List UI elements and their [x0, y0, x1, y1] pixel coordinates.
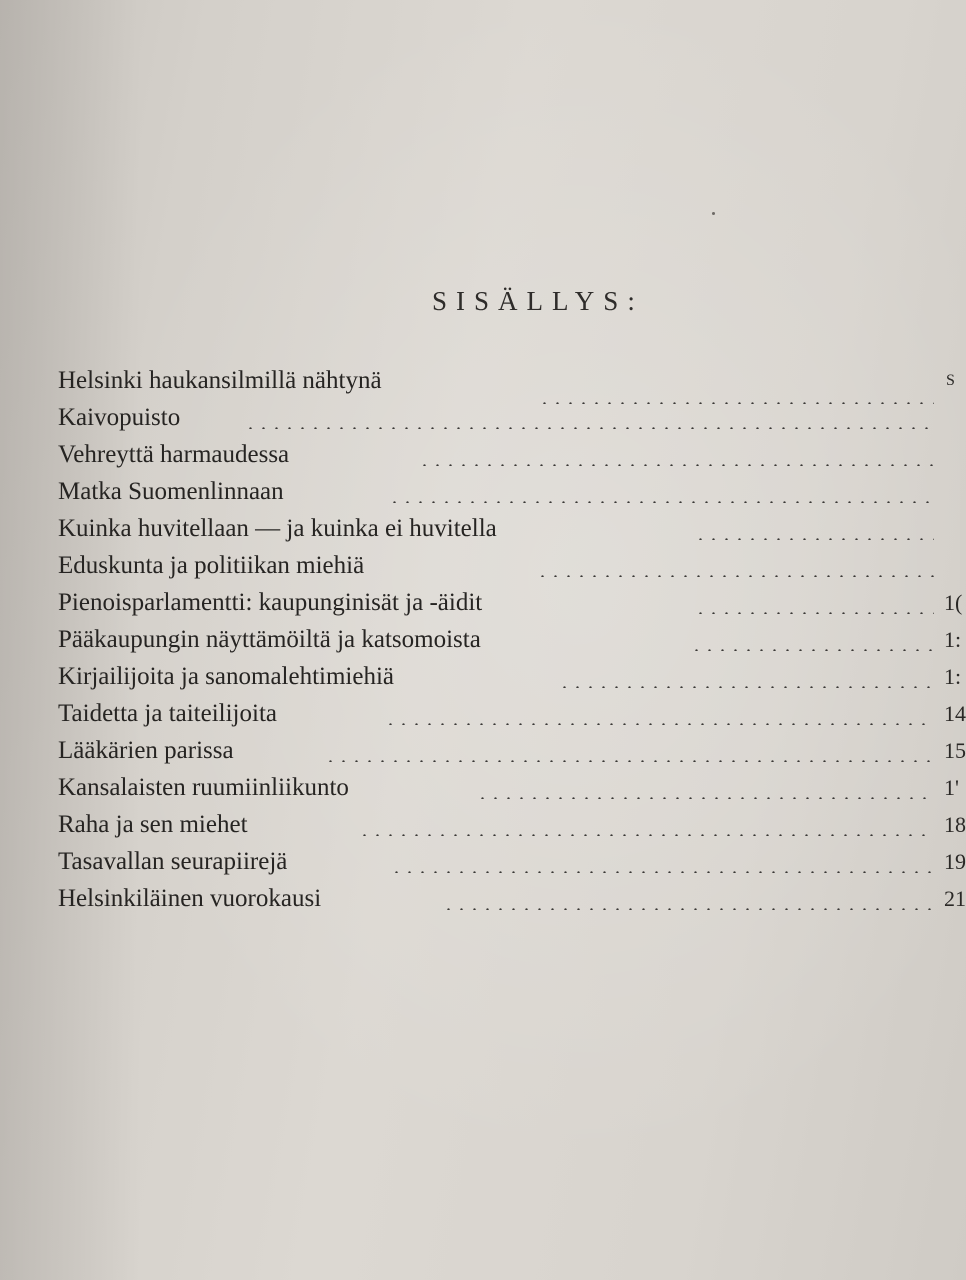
toc-entry-title: Vehreyttä harmaudessa — [58, 441, 290, 468]
dot-leader — [694, 538, 934, 540]
toc-entry — [58, 810, 966, 847]
toc-entry-title: Kirjailijoita ja sanomalehtimiehiä — [58, 663, 395, 690]
toc-entry-title: Pienoisparlamentti: kaupunginisät ja -äidit — [58, 589, 483, 616]
toc-entry-title: Pääkaupungin näyttämöiltä ja katsomoista — [58, 626, 481, 653]
dot-leader — [442, 908, 934, 910]
toc-entry — [58, 403, 960, 440]
toc-entry-title: Raha ja sen miehet — [58, 811, 248, 838]
dot-leader — [558, 686, 934, 688]
toc-entry-title: Kuinka huvitellaan — ja kuinka ei huvitella — [58, 515, 497, 542]
toc-entry-page: 21 — [944, 886, 966, 911]
dot-leader — [384, 723, 934, 725]
dot-leader — [358, 834, 934, 836]
paper-speck — [712, 212, 715, 215]
toc-entry-page: 19 — [944, 849, 966, 874]
dot-leader — [244, 427, 934, 429]
toc-entry-title: Tasavallan seurapiirejä — [58, 848, 288, 875]
toc-entry-title: Kansalaisten ruumiinliikunto — [58, 774, 349, 801]
toc-entry — [58, 847, 966, 884]
dot-leader — [324, 760, 934, 762]
toc-entry — [58, 662, 960, 699]
dot-leader — [390, 871, 934, 873]
toc-entry — [58, 588, 963, 625]
table-of-contents — [58, 366, 966, 921]
toc-entry-title: Eduskunta ja politiikan miehiä — [58, 552, 365, 579]
toc-entry-page: 18 — [944, 812, 966, 837]
page-column-header: S — [946, 372, 955, 389]
page-title: SISÄLLYS: — [432, 286, 644, 316]
toc-entry — [58, 477, 960, 514]
toc-entry — [58, 551, 960, 588]
toc-entry — [58, 736, 966, 773]
toc-entry-title: Lääkärien parissa — [58, 737, 234, 764]
toc-entry — [58, 440, 960, 477]
toc-entry — [58, 699, 966, 736]
toc-entry-page: 1' — [944, 775, 959, 800]
toc-entry — [58, 366, 960, 403]
dot-leader — [690, 649, 934, 651]
toc-entry — [58, 773, 960, 810]
dot-leader — [476, 797, 934, 799]
toc-entry-page: 15 — [944, 738, 966, 763]
toc-entry-page: 14 — [944, 701, 966, 726]
toc-entry — [58, 625, 960, 662]
toc-entry — [58, 514, 960, 551]
dot-leader — [388, 501, 934, 503]
toc-entry-page: 1: — [944, 664, 962, 689]
dot-leader — [418, 464, 934, 466]
toc-entry-title: Kaivopuisto — [58, 404, 181, 431]
toc-entry — [58, 884, 966, 921]
toc-entry-page: 1: — [944, 627, 962, 652]
dot-leader — [694, 612, 934, 614]
toc-entry-title: Helsinkiläinen vuorokausi — [58, 885, 322, 912]
toc-entry-page: 1( — [944, 590, 963, 615]
toc-entry-title: Matka Suomenlinnaan — [58, 478, 284, 505]
toc-entry-title: Helsinki haukansilmillä nähtynä — [58, 367, 382, 394]
dot-leader — [536, 575, 934, 577]
toc-entry-title: Taidetta ja taiteilijoita — [58, 700, 277, 727]
